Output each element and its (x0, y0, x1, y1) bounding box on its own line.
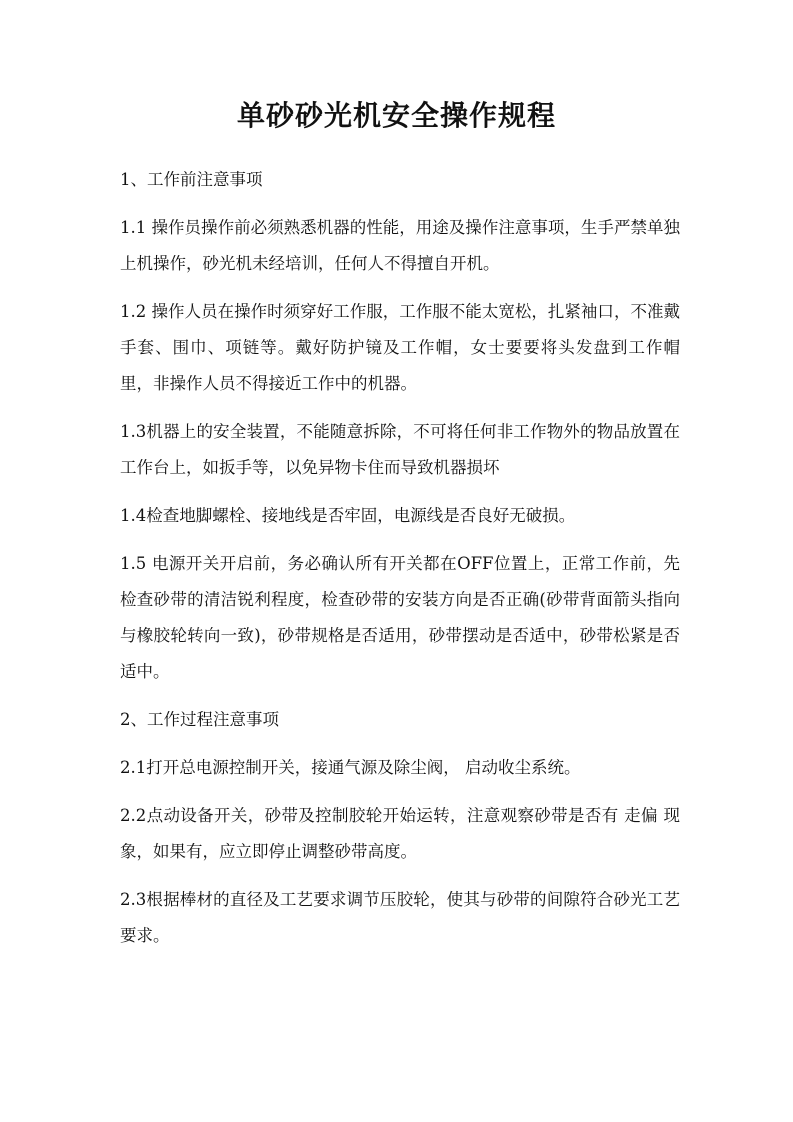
document-title: 单砂砂光机安全操作规程 (236, 99, 556, 132)
paragraph: 2.2点动设备开关，砂带及控制胶轮开始运转，注意观察砂带是否有 走偏 现象，如果有，应立即停止调整砂带高度。 (120, 806, 680, 861)
section-heading: 2、工作过程注意事项 (120, 710, 279, 729)
paragraph: 1.3机器上的安全装置，不能随意拆除，不可将任何非工作物外的物品放置在工作台上，如扳手等，以免异物卡住而导致机器损坏 (120, 422, 680, 477)
section-2 (120, 702, 680, 954)
paragraph: 2.1打开总电源控制开关，接通气源及除尘阀， 启动收尘系统。 (120, 758, 581, 777)
paragraph: 1.2 操作人员在操作时须穿好工作服，工作服不能太宽松，扎紧袖口，不准戴手套、围巾、项链等。戴好防护镜及工作帽，女士要要将头发盘到工作帽里，非操作人员不得接近工作中的机器。 (120, 302, 680, 393)
paragraph: 1.1 操作员操作前必须熟悉机器的性能，用途及操作注意事项，生手严禁单独上机操作，砂光机未经培训，任何人不得擅自开机。 (120, 218, 680, 273)
paragraph: 1.5 电源开关开启前，务必确认所有开关都在OFF位置上，正常工作前，先检查砂带的清洁锐利程度，检查砂带的安装方向是否正确(砂带背面箭头指向与橡胶轮转向一致)，砂带规格是否适用，砂带摆动是否适中，砂带松紧是否适中。 (120, 554, 680, 681)
paragraph: 1.4检查地脚螺栓、接地线是否牢固，电源线是否良好无破损。 (120, 506, 576, 525)
section-1 (120, 162, 680, 690)
paragraph: 2.3根据棒材的直径及工艺要求调节压胶轮，使其与砂带的间隙符合砂光工艺要求。 (120, 890, 680, 945)
document-body (120, 162, 680, 966)
section-heading: 1、工作前注意事项 (120, 170, 263, 189)
